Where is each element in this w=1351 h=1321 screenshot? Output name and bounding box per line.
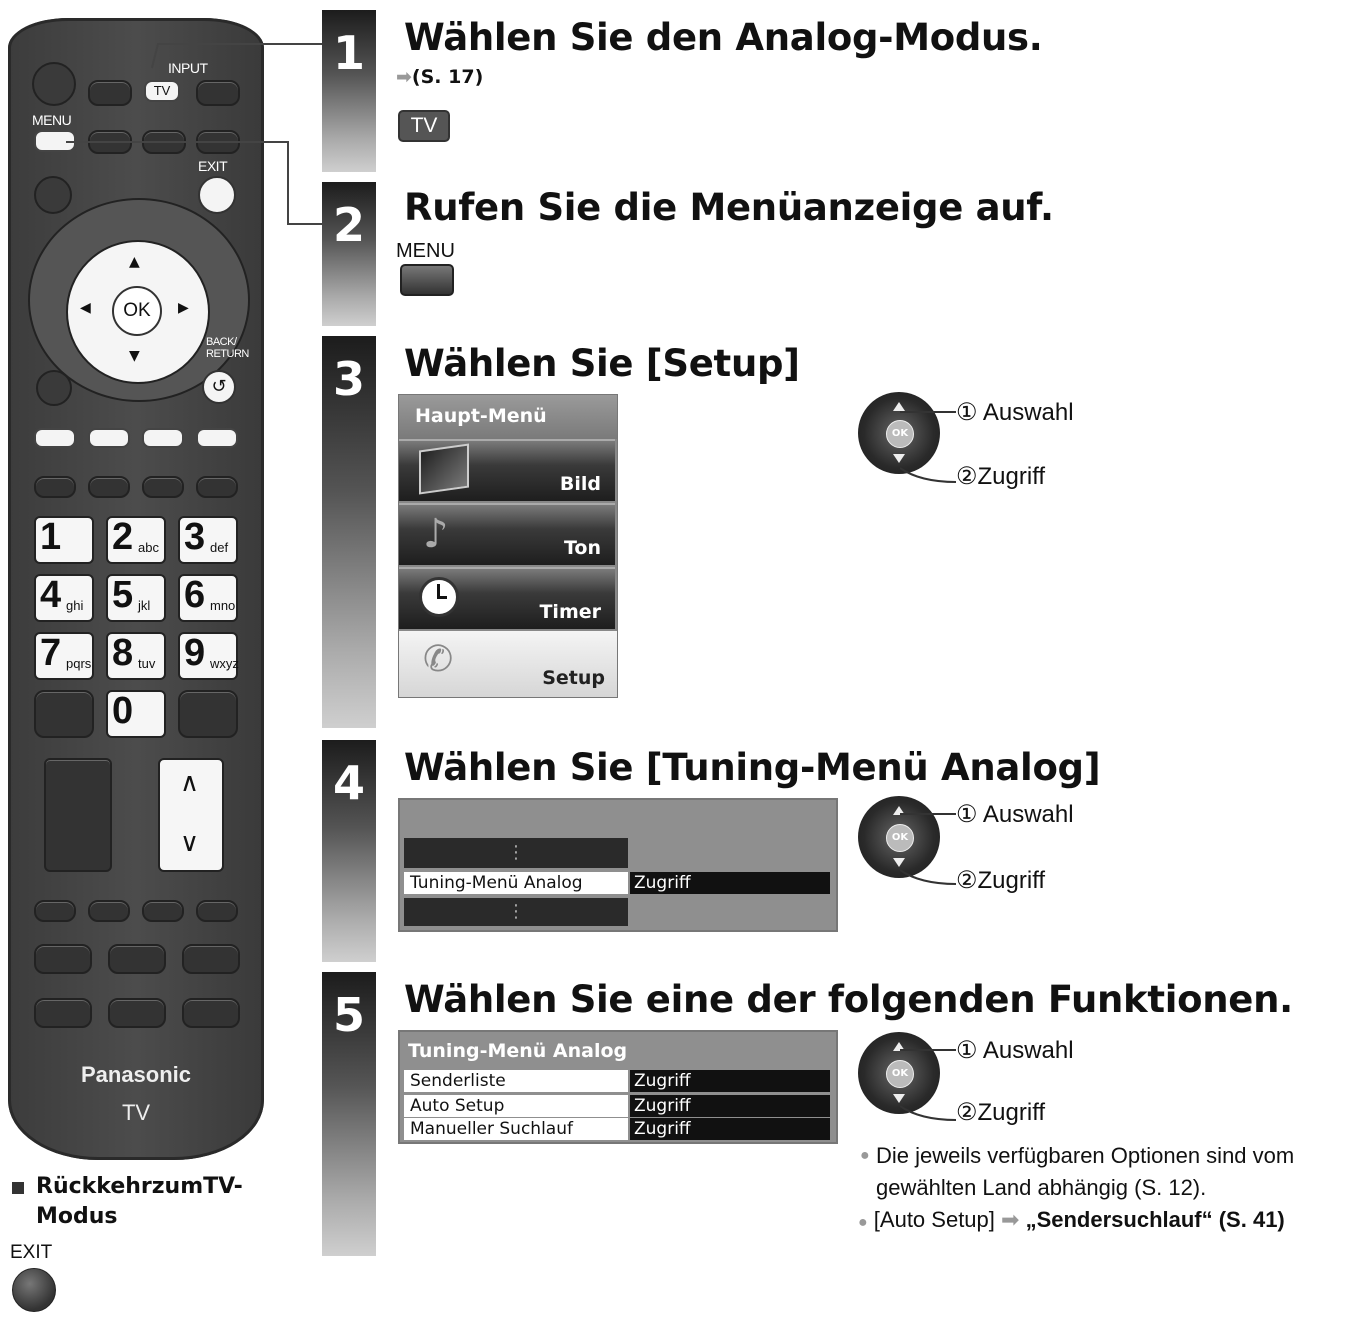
- model-label: TV: [121, 1100, 151, 1125]
- color-button[interactable]: [196, 428, 238, 448]
- picture-icon: [419, 443, 469, 494]
- main-menu-item-bild[interactable]: [399, 439, 615, 501]
- step-4-heading: Wählen Sie [Tuning-Menü Analog]: [404, 746, 1101, 789]
- step-bar-1: [322, 10, 376, 172]
- remote-button[interactable]: [182, 944, 240, 974]
- remote-button[interactable]: [34, 900, 76, 922]
- step-1-heading: Wählen Sie den Analog-Modus.: [404, 16, 1043, 59]
- page-ref-text: (S. 17): [411, 66, 484, 88]
- bullet-icon: ●: [860, 1147, 870, 1164]
- number-key-5[interactable]: 5 jkl: [106, 574, 166, 622]
- submenu-title: Tuning-Menü Analog: [408, 1040, 628, 1062]
- channel-rocker[interactable]: [158, 758, 224, 872]
- annotation-leaders: [900, 802, 960, 892]
- menu-key-icon: [400, 264, 454, 296]
- access-annotation: ②Zugriff: [956, 867, 1046, 894]
- right-arrow-icon: ▶: [178, 300, 189, 316]
- main-menu-item-ton[interactable]: [399, 503, 615, 565]
- arrow-right-icon: ➡: [1001, 1207, 1020, 1232]
- ok-center: OK: [886, 1060, 914, 1088]
- step-bar-5: [322, 972, 376, 1256]
- remote-button[interactable]: [182, 998, 240, 1028]
- tv-input-button[interactable]: TV: [144, 80, 180, 102]
- menu-ellipsis-row: ⋮: [404, 898, 628, 926]
- manueller-suchlauf-value[interactable]: Zugriff: [630, 1118, 830, 1140]
- remote-button[interactable]: [142, 900, 184, 922]
- annotation-leaders: [900, 400, 960, 490]
- color-button[interactable]: [34, 428, 76, 448]
- step-bar-4: [322, 740, 376, 962]
- step-bar-3: [322, 336, 376, 728]
- number-key-3[interactable]: 3 def: [178, 516, 238, 564]
- number-key-4[interactable]: 4 ghi: [34, 574, 94, 622]
- menu-key-label: MENU: [396, 240, 455, 262]
- tuning-menu-analog-row[interactable]: Tuning-Menü Analog: [404, 872, 628, 894]
- step-number: 1: [332, 26, 365, 80]
- note-2-prefix: [Auto Setup]: [873, 1207, 995, 1232]
- up-arrow-icon: ▲: [129, 254, 140, 270]
- select-annotation: ① Auswahl: [956, 399, 1074, 426]
- remote-button[interactable]: [178, 690, 238, 738]
- access-annotation: ②Zugriff: [956, 463, 1046, 490]
- tv-key-icon: TV: [398, 110, 450, 142]
- number-key-1[interactable]: 1: [34, 516, 94, 564]
- step-3-heading: Wählen Sie [Setup]: [404, 342, 800, 385]
- tuning-analog-submenu: [398, 1030, 838, 1144]
- senderliste-row[interactable]: Senderliste: [404, 1070, 628, 1092]
- remote-button[interactable]: [142, 476, 184, 498]
- main-menu-item-timer[interactable]: [399, 567, 615, 629]
- left-arrow-icon: ◀: [80, 300, 91, 316]
- volume-rocker[interactable]: [44, 758, 112, 872]
- input-label: INPUT: [168, 60, 208, 76]
- note-2: [858, 1204, 1348, 1239]
- menu-label: MENU: [32, 112, 72, 128]
- arrow-right-icon: ➡: [396, 66, 412, 88]
- number-key-8[interactable]: 8 tuv: [106, 632, 166, 680]
- note-2-link[interactable]: „Sendersuchlauf“ (S. 41): [1025, 1207, 1285, 1232]
- step-number: 3: [332, 352, 365, 406]
- remote-button[interactable]: [34, 944, 92, 974]
- page-reference: [396, 66, 483, 88]
- remote-button[interactable]: [196, 900, 238, 922]
- number-key-9[interactable]: 9 wxyz: [178, 632, 238, 680]
- remote-button[interactable]: [34, 690, 94, 738]
- section-bullet-icon: [12, 1182, 24, 1194]
- menu-item-label: Bild: [559, 473, 601, 495]
- back-return-label: BACK/ RETURN: [206, 336, 249, 360]
- note-1: [858, 1140, 1348, 1204]
- exit-key-label: EXIT: [10, 1242, 53, 1263]
- exit-label: EXIT: [198, 158, 228, 174]
- remote-button[interactable]: [88, 476, 130, 498]
- number-key-6[interactable]: 6 mno: [178, 574, 238, 622]
- down-arrow-icon: ▼: [129, 348, 140, 364]
- step-number: 4: [332, 756, 365, 810]
- remote-button[interactable]: [88, 900, 130, 922]
- menu-item-label: Setup: [542, 667, 605, 689]
- bullet-icon: ●: [858, 1214, 868, 1231]
- step-number: 5: [332, 988, 365, 1042]
- main-menu-header: [399, 395, 617, 439]
- step-2-heading: Rufen Sie die Menüanzeige auf.: [404, 186, 1054, 229]
- ok-center: OK: [886, 420, 914, 448]
- menu-item-label: Ton: [563, 537, 601, 559]
- step-number: 2: [332, 198, 365, 252]
- number-key-7[interactable]: 7 pqrs: [34, 632, 94, 680]
- number-key-0[interactable]: 0: [106, 690, 166, 738]
- main-menu-panel: [398, 394, 618, 698]
- color-button[interactable]: [142, 428, 184, 448]
- note-1-text: Die jeweils verfügbaren Optionen sind vom gewählten Land abhängig (S. 12).: [876, 1143, 1295, 1200]
- manueller-suchlauf-row[interactable]: Manueller Suchlauf: [404, 1118, 628, 1140]
- select-annotation: ① Auswahl: [956, 801, 1074, 828]
- brand-logo: Panasonic: [80, 1062, 192, 1087]
- music-note-icon: ♪: [423, 511, 449, 557]
- tuning-menu-panel: [398, 798, 838, 932]
- ok-center: OK: [886, 824, 914, 852]
- satellite-dish-icon: ✆: [423, 639, 454, 680]
- step-bar-2: [322, 182, 376, 326]
- access-annotation: ②Zugriff: [956, 1099, 1046, 1126]
- remote-button[interactable]: [196, 476, 238, 498]
- main-menu-title: Haupt-Menü: [415, 405, 547, 427]
- exit-button-icon: [12, 1268, 56, 1312]
- senderliste-value[interactable]: Zugriff: [630, 1070, 830, 1092]
- remote-button[interactable]: [108, 944, 166, 974]
- auto-setup-row[interactable]: Auto Setup: [404, 1095, 628, 1117]
- color-button[interactable]: [88, 428, 130, 448]
- back-return-button[interactable]: ↺: [202, 370, 236, 404]
- step-5-heading: Wählen Sie eine der folgenden Funktionen.: [404, 978, 1293, 1021]
- chevron-up-icon: ∧: [180, 768, 200, 798]
- tuning-menu-analog-value[interactable]: Zugriff: [630, 872, 830, 894]
- ok-button[interactable]: OK: [112, 286, 162, 336]
- remote-button[interactable]: [36, 370, 72, 406]
- select-annotation: ① Auswahl: [956, 1037, 1074, 1064]
- number-key-2[interactable]: 2 abc: [106, 516, 166, 564]
- clock-icon: [419, 577, 459, 617]
- remote-button[interactable]: [34, 998, 92, 1028]
- return-title-line2: Modus: [36, 1204, 118, 1229]
- return-title-line1: RückkehrzumTV-: [36, 1174, 243, 1199]
- main-menu-item-setup[interactable]: [399, 631, 617, 697]
- chevron-down-icon: ∨: [180, 828, 200, 858]
- remote-button[interactable]: [108, 998, 166, 1028]
- menu-ellipsis-row: ⋮: [404, 838, 628, 868]
- remote-button[interactable]: [34, 476, 76, 498]
- annotation-leaders: [900, 1038, 960, 1128]
- auto-setup-value[interactable]: Zugriff: [630, 1095, 830, 1117]
- menu-item-label: Timer: [539, 601, 601, 623]
